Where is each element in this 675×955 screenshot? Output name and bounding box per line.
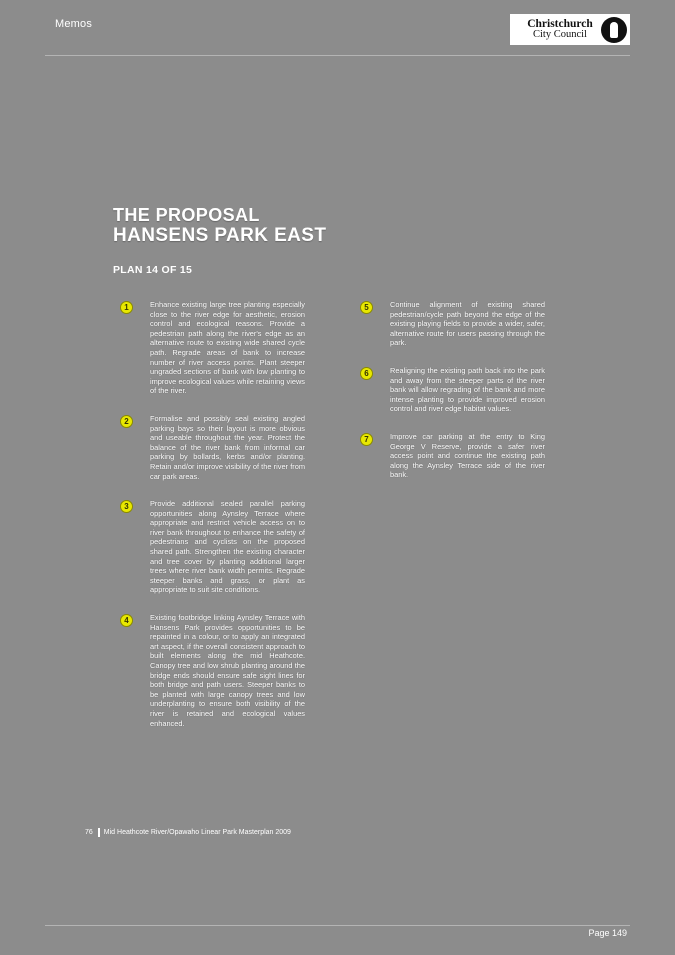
note-text: Continue alignment of existing shared pedestrian/cycle path beyond the edge of the existing playing fields to provide a wider, safer, alternative route for users passing through the park. [390,300,545,348]
note-text: Provide additional sealed parallel parking opportunities along Aynsley Terrace where appropriate and restrict vehicle access on to river bank throughout to enhance the safety of pedestrians and cyclists on the proposed shared path. Strengthen the existing character and tree cover by planting additional larger trees where river bank width permits. Regrade steeper banks and grass, or plant as appropriate to suit site conditions. [150,499,305,595]
plan-label: PLAN 14 OF 15 [113,264,193,276]
page-header [0,0,675,56]
page-title-line-1: THE PROPOSAL [113,205,260,225]
list-item [360,432,545,480]
page-title [113,205,326,247]
council-crest-icon [601,17,627,43]
note-number: 6 [360,367,373,380]
notes-column-right [360,300,545,498]
logo-wordmark [515,19,601,41]
page-number: Page 149 [588,928,627,938]
note-number: 3 [120,500,133,513]
note-number: 4 [120,614,133,627]
logo-line-1: Christchurch [527,17,593,30]
footer-text: Mid Heathcote River/Opawaho Linear Park Masterplan 2009 [103,829,291,836]
header-title: Memos [55,18,93,30]
council-logo [510,14,630,45]
note-text: Realigning the existing path back into the park and away from the steeper parts of the river bank will allow regrading of the bank and more intense planting to provide improved erosion control and river edge habitat values. [390,365,545,414]
list-item [360,300,545,348]
note-number: 1 [120,301,133,314]
note-text: Formalise and possibly seal existing angled parking bays so their layout is more obvious and useable throughout the year. Protect the balance of the river bank from informal car parking by bollards, kerbs and/or planting. Retain and/or improve visibility of the river from car park areas. [150,413,305,481]
note-text: Improve car parking at the entry to King George V Reserve, provide a safer river access point and continue the existing path along the Aynsley Terrace side of the river bank. [390,431,545,480]
note-text: Enhance existing large tree planting especially close to the river edge for aesthetic, erosion control and ecological reasons. Provide a pedestrian path along the river's edge as an alternative route to existing wide shared cycle path. Regrade areas of bank to increase number of river access points. Plant steeper ungraded sections of bank with low planting to improve ecological values while retaining views of the river. [150,300,305,396]
notes-column-left [120,300,305,746]
page-title-line-2: HANSENS PARK EAST [113,225,327,246]
note-text: Existing footbridge linking Aynsley Terrace with Hansens Park provides opportunities to be repainted in a colour, or to apply an integrated art aspect, if the overall consistent approach to built elements along the mid Heathcote. Canopy tree and low shrub planting around the bridge ends should ensure safe sight lines for both bridge and path users. Steeper banks to be planted with large canopy trees and low underplanting to ensure both visibility of the river is retained and ecological values enhanced. [150,613,305,728]
note-number: 2 [120,415,133,428]
list-item [360,366,545,414]
footer-accent-bar [98,828,100,837]
list-item [120,300,305,396]
footer-divider [45,925,630,926]
document-footer [85,828,385,837]
folio-number: 76 [85,829,93,836]
header-divider [45,55,630,56]
logo-line-2: City Council [533,29,587,40]
list-item [120,499,305,595]
note-number: 7 [360,433,373,446]
list-item [120,414,305,481]
note-number: 5 [360,301,373,314]
list-item [120,613,305,728]
